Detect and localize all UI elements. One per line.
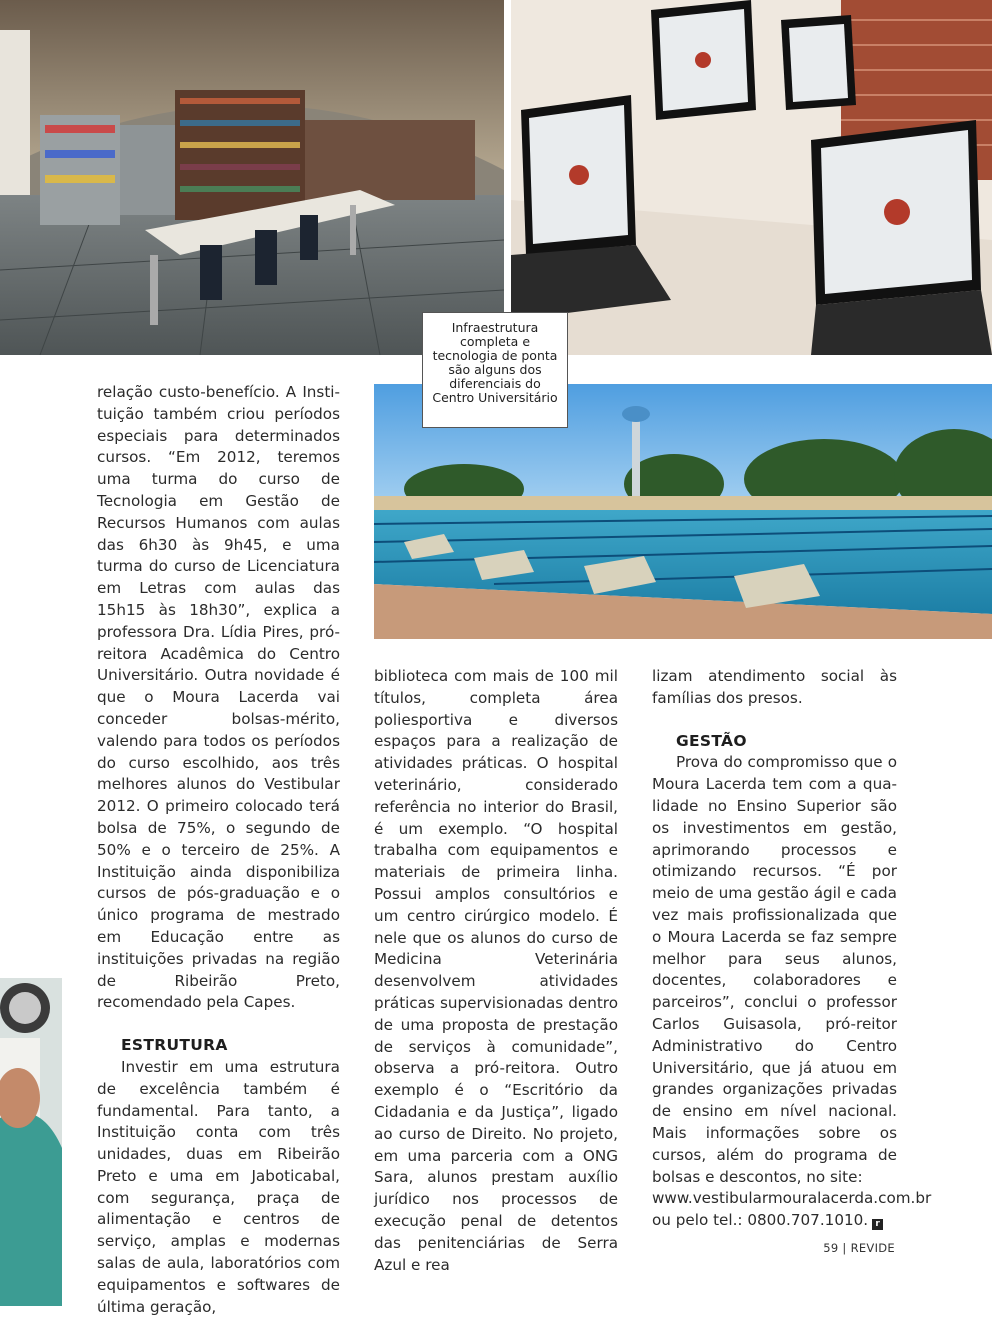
computer-lab-photo bbox=[511, 0, 992, 355]
paragraph: biblioteca com mais de 100 mil títulos, completa área poliesportiva e diversos espaços para a realização de atividades práticas. O hospital veterinário, considerado referência no interior do Brasil, é um exemplo. “O hospital trabalha com equipamentos e materiais de primeira linha. Possui amplos consultórios e um centro cirúrgico modelo. É nele que os alunos do curso de Medicina Veterinária desenvolvem atividades práticas supervisionadas dentro de uma proposta de prestação de serviços à comunidade”, observa a pró-reitora. Outro exemplo é o “Escritório da Cidadania e da Justiça”, ligado ao curso de Direito. No projeto, em uma parceria com a ONG Sara, alunos prestam auxílio jurídico nos processos de execução penal de detentos das penitenciárias de Serra Azul e rea bbox=[374, 667, 618, 1274]
section-heading-gestao: GESTÃO bbox=[676, 731, 747, 750]
section-heading-estrutura: ESTRUTURA bbox=[121, 1036, 228, 1055]
text-column-2 bbox=[374, 666, 618, 1276]
text-column-1 bbox=[97, 382, 340, 1318]
footer-separator: | bbox=[842, 1241, 847, 1255]
paragraph: lizam atendimento social às famílias dos presos. bbox=[652, 667, 897, 707]
surgeon-photo bbox=[0, 978, 62, 1306]
paragraph: relação custo-benefício. A Instituição também criou períodos especiais para determinados cursos. “Em 2012, teremos uma turma do curso de Tecnologia em Gestão de Recursos Humanos com aulas das 6h30 às 9h45, e uma turma do curso de Licenciatura em Letras com aulas das 15h15 às 18h30”, explica a professora Dra. Lídia Pires, pró-reitora Acadêmica do Centro Universitário. Outra novidade é que o Moura Lacerda vai conceder bolsas-mérito, valendo para todos os períodos do curso escolhido, aos três melhores alunos do Vestibular 2012. O primeiro colocado terá bolsa de 75%, o segundo de 50% e o terceiro de 25%. A Instituição ainda disponibiliza cursos de pós-graduação e o único programa de mestrado em Educação entre as instituições privadas na região de Ribeirão Preto, recomendado pela Capes. bbox=[97, 383, 340, 1012]
paragraph: Prova do compromisso que o Moura Lacerda tem com a qualidade no Ensino Superior são os investimentos em gestão, aprimorando processos e otimizando recursos. “É por meio de uma gestão ágil e cada vez mais profissionalizada que o Moura Lacerda se faz sempre melhor para seus alunos, docentes, colaboradores e parceiros”, conclui o professor Carlos Guisasola, pró-reitor Administrativo do Centro Universitário, que já atuou em grandes organizações privadas de ensino em nível nacional. Mais informações sobre os cursos, além do programa de bolsas e descontos, no site: bbox=[652, 753, 897, 1186]
photo-caption: Infraestrutura completa e tecnologia de ponta são alguns dos diferenciais do Centro Universitário bbox=[422, 312, 568, 428]
phone-text: ou pelo tel.: 0800.707.1010. bbox=[652, 1211, 869, 1230]
library-photo bbox=[0, 0, 504, 355]
paragraph: Investir em uma estrutura de excelência também é fundamental. Para tanto, a Instituição conta com três unidades, duas em Ribeirão Preto e uma em Jaboticabal, com segurança, praça de alimentação e centros de serviço, amplas e modernas salas de aula, laboratórios com equipamentos e softwares de última geração, bbox=[97, 1057, 340, 1316]
closing-line bbox=[652, 1210, 897, 1232]
end-mark-icon: r bbox=[872, 1219, 883, 1230]
page-footer bbox=[823, 1241, 895, 1255]
magazine-name: REVIDE bbox=[850, 1241, 895, 1255]
page-number: 59 bbox=[823, 1241, 839, 1255]
text-column-3 bbox=[652, 666, 932, 1232]
website-link[interactable]: www.vestibularmouralacerda.com.br bbox=[652, 1189, 932, 1208]
